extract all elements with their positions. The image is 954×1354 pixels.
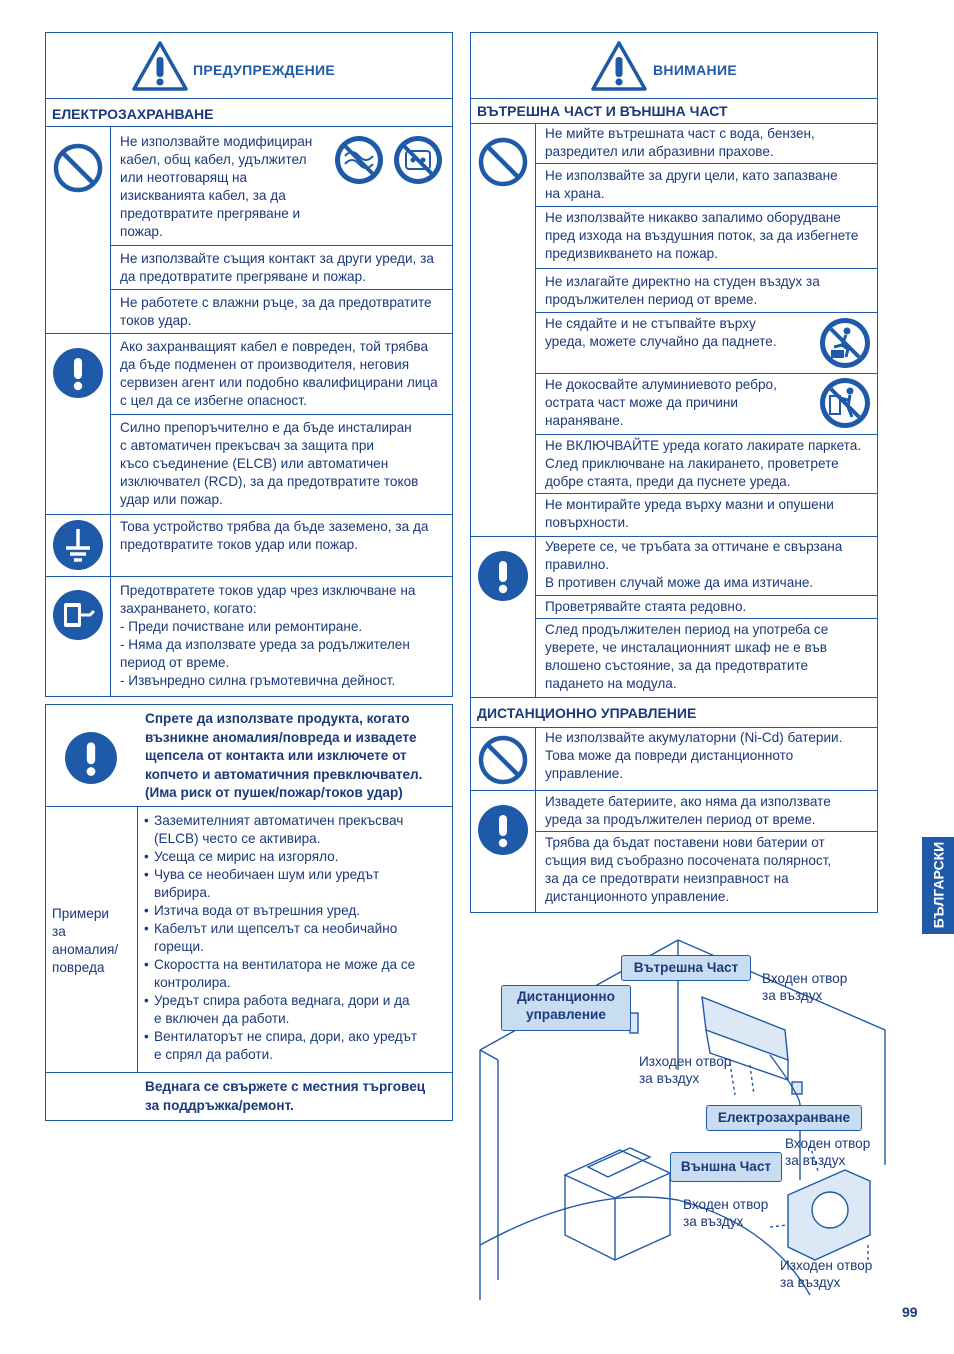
no-shared-outlet-icon: [392, 134, 444, 186]
remote-control-label: Дистанционно управление: [501, 985, 631, 1031]
anomaly-examples-list: [144, 812, 449, 1064]
units-item-4: Не излагайте директно на студен въздух за продължителен период от време.: [545, 274, 820, 307]
power-supply-label: Електрозахранване: [706, 1105, 862, 1131]
mandatory-exclamation-icon: [477, 804, 529, 856]
warning-triangle-icon: [131, 40, 189, 92]
no-touch-fin-icon: [818, 376, 872, 430]
page-number: 99: [902, 1304, 918, 1320]
air-inlet-text: Входен отвор за въздух: [762, 971, 848, 1003]
units-section-title: ВЪТРЕШНА ЧАСТ И ВЪНШНА ЧАСТ: [477, 103, 728, 119]
anomaly-example: • Скоростта на вентилатора не може да се контролира.: [144, 957, 416, 990]
prohibition-icon: [477, 734, 529, 786]
remote-section-title: ДИСТАНЦИОННО УПРАВЛЕНИЕ: [477, 705, 697, 721]
unplug-icon: [52, 589, 104, 641]
units-item-6: Не докосвайте алуминиевото ребро, острата част може да причини нараняване.: [545, 377, 777, 428]
anomaly-example: • Кабелът или щепселът са необичайно горещи.: [144, 921, 398, 954]
units-item-9: Уверете се, че тръбата за оттичане е свързана правилно. В противен случай може да има изтичане.: [545, 539, 843, 590]
mandatory-exclamation-icon: [52, 347, 104, 399]
prohibition-icon: [52, 142, 104, 194]
anomaly-exclamation-icon: [64, 731, 118, 785]
air-outlet-text: Изходен отвор за въздух: [780, 1258, 873, 1290]
units-item-7: Не ВКЛЮЧВАЙТЕ уреда когато лакирате паркета. След приключване на лакирането, проветрете добре стаята, преди да пуснете уреда.: [545, 438, 862, 489]
power-item-6: Това устройство трябва да бъде заземено, за да предотвратите токов удар или пожар.: [120, 519, 429, 552]
indoor-unit-label: Вътрешна Част: [621, 955, 751, 981]
remote-item-1: Не използвайте акумулаторни (Ni-Cd) батерии. Това може да повреди дистанционното управление.: [545, 730, 843, 781]
power-section-title: ЕЛЕКТРОЗАХРАНВАНЕ: [52, 106, 214, 122]
mandatory-exclamation-icon: [477, 550, 529, 602]
anomaly-example: • Изтича вода от вътрешния уред.: [144, 903, 361, 918]
anomaly-example: • Уредът спира работа веднага, дори и да е включен да работи.: [144, 993, 410, 1026]
earth-ground-icon: [52, 519, 104, 571]
anomaly-example: • Вентилаторът не спира, дори, ако уредът е спрял да работи.: [144, 1029, 418, 1062]
air-inlet-text: Входен отвор за въздух: [785, 1136, 871, 1168]
anomaly-stop-text: Спрете да използвате продукта, когато възникне аномалия/повреда и извадете щепсела от контакта или изключете от копчето и автоматичния превключвател. (Има риск от пушек/пожар/токов удар): [145, 711, 423, 800]
anomaly-example: • Заземителният автоматичен прекъсвач (ELCB) често се активира.: [144, 813, 404, 846]
units-item-11: След продължителен период на употреба се уверете, че инсталационният шкаф не е във влошено състояние, за да предотвратите падането на модула.: [545, 622, 829, 691]
remote-item-3: Трябва да бъдат поставени нови батерии от същия вид съобразно посочената полярност, за да се предотврати неизправност на дистанционното управление.: [545, 835, 832, 904]
caution-header: ВНИМАНИЕ: [653, 62, 737, 78]
units-item-1: Не мийте вътрешната част с вода, бензен, разредител или абразивни прахове.: [545, 126, 815, 159]
power-item-5: Силно препоръчително е да бъде инсталиран с автоматичен прекъсвач за защита при късо съединение (ELCB) или автоматичен изключвател (RCD), за да предотвратите токов удар или пожар.: [120, 420, 419, 507]
power-item-7: Предотвратете токов удар чрез изключване на захранването, когато: - Преди почистване или ремонтиране. - Няма да използвате уреда за родължителен период от време. - Извънредно силна гръмотевична дейност.: [120, 583, 416, 688]
anomaly-examples-label: Примери за аномалия/ повреда: [52, 906, 119, 975]
power-item-2: Не използвайте същия контакт за други уреди, за да предотвратите прегряване и пожар.: [120, 251, 434, 284]
remote-item-2: Извадете батериите, ако няма да използвате уреда за продължителен период от време.: [545, 794, 831, 827]
no-sitting-on-unit-icon: [818, 316, 872, 370]
anomaly-example: • Чува се необичаен шум или уредът вибрира.: [144, 867, 380, 900]
power-item-4: Ако захранващият кабел е повреден, той трябва да бъде подменен от производителя, неговия сервизен агент или подобно квалифицирани лица с цел да се избегне опасност.: [120, 339, 438, 408]
units-item-10: Проветрявайте стаята редовно.: [545, 599, 747, 614]
outdoor-unit-label: Външна Част: [670, 1152, 782, 1182]
air-outlet-text: Изходен отвор за въздух: [639, 1054, 732, 1086]
units-item-5: Не сядайте и не стъпвайте върху уреда, можете случайно да паднете.: [545, 316, 777, 349]
language-tab-label: БЪЛГАРСКИ: [930, 841, 947, 929]
power-item-1: Не използвайте модифициран кабел, общ кабел, удължител или неотговарящ на изискванията кабел, за да предотвратите прегряване и пожар.: [120, 134, 313, 239]
anomaly-contact-text: Веднага се свържете с местния търговец за поддръжка/ремонт.: [145, 1079, 426, 1113]
air-inlet-text: Входен отвор за въздух: [683, 1197, 769, 1229]
anomaly-example: • Усеща се мирис на изгоряло.: [144, 849, 339, 864]
prohibition-icon: [477, 136, 529, 188]
warning-header: ПРЕДУПРЕЖДЕНИЕ: [193, 62, 336, 78]
units-item-2: Не използвайте за други цели, като запазване на храна.: [545, 168, 838, 201]
no-extension-cable-icon: [333, 134, 385, 186]
power-item-3: Не работете с влажни ръце, за да предотвратите токов удар.: [120, 295, 432, 328]
units-item-3: Не използвайте никакво запалимо оборудване пред изхода на въздушния поток, за да избегнете предизвикването на пожар.: [545, 210, 859, 261]
caution-triangle-icon: [590, 40, 648, 92]
units-item-8: Не монтирайте уреда върху мазни и опушени повърхности.: [545, 497, 834, 530]
